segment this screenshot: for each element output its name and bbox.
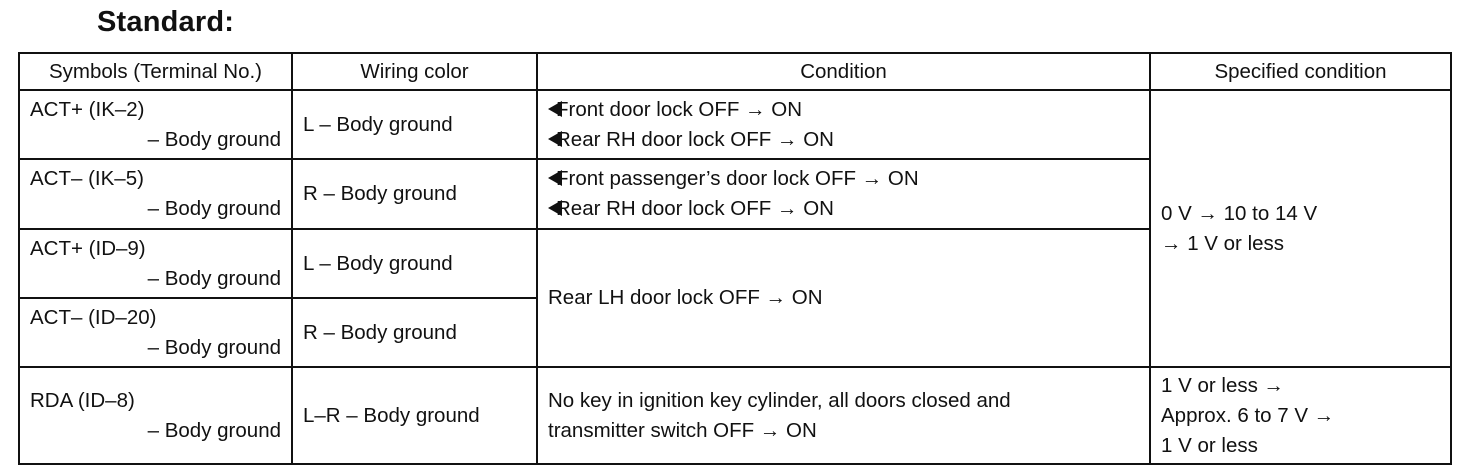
terminal-ground: – Body ground [147, 335, 281, 359]
condition-text: Front passenger’s door lock OFF → ON [556, 167, 919, 190]
condition-text: Front door lock OFF → ON [556, 97, 803, 121]
condition-text: No key in ignition key cylinder, all doors closed and [548, 388, 1011, 412]
condition-cell [537, 229, 1150, 367]
wiring-color-cell: R – Body ground [292, 159, 537, 229]
terminal-symbol: ACT+ (IK–2) [30, 97, 145, 121]
wiring-color-cell: L–R – Body ground [292, 367, 537, 464]
condition-cell [537, 90, 1150, 159]
specified-condition-text: 1 V or less → [1161, 373, 1285, 397]
column-header-symbols: Symbols (Terminal No.) [19, 53, 292, 90]
symbol-cell [19, 367, 292, 464]
terminal-ground: – Body ground [147, 418, 281, 442]
terminal-symbol: ACT– (IK–5) [30, 167, 144, 190]
symbol-cell [19, 229, 292, 298]
terminal-symbol: RDA (ID–8) [30, 388, 135, 412]
column-header-wiring-color: Wiring color [292, 53, 537, 90]
terminal-symbol: ACT– (ID–20) [30, 305, 157, 329]
condition-text: Rear RH door lock OFF → ON [556, 127, 834, 151]
column-header-specified-condition: Specified condition [1150, 53, 1451, 90]
specified-condition-cell [1150, 367, 1451, 464]
terminal-ground: – Body ground [147, 266, 281, 290]
terminal-symbol: ACT+ (ID–9) [30, 236, 146, 260]
wiring-color-cell: L – Body ground [292, 229, 537, 298]
page-title: Standard: [97, 6, 235, 38]
wiring-color-cell: R – Body ground [292, 298, 537, 367]
symbol-cell [19, 159, 292, 229]
condition-text: Rear LH door lock OFF → ON [548, 286, 823, 309]
specified-condition-cell [1150, 90, 1451, 367]
condition-cell [537, 367, 1150, 464]
table-row [19, 90, 1451, 159]
condition-text: transmitter switch OFF → ON [548, 418, 817, 442]
terminal-ground: – Body ground [147, 197, 281, 220]
symbol-cell [19, 90, 292, 159]
condition-cell [537, 159, 1150, 229]
specified-condition-text: 0 V → 10 to 14 V [1161, 201, 1318, 225]
standard-table [18, 52, 1452, 465]
table-header-row [19, 53, 1451, 90]
specified-condition-text: → 1 V or less [1161, 231, 1285, 255]
table-row [19, 367, 1451, 464]
wiring-color-cell: L – Body ground [292, 90, 537, 159]
specified-condition-text: 1 V or less [1161, 433, 1258, 457]
condition-text: Rear RH door lock OFF → ON [556, 197, 834, 220]
terminal-ground: – Body ground [147, 127, 281, 151]
column-header-condition: Condition [537, 53, 1150, 90]
symbol-cell [19, 298, 292, 367]
specified-condition-text: Approx. 6 to 7 V → [1161, 403, 1335, 427]
